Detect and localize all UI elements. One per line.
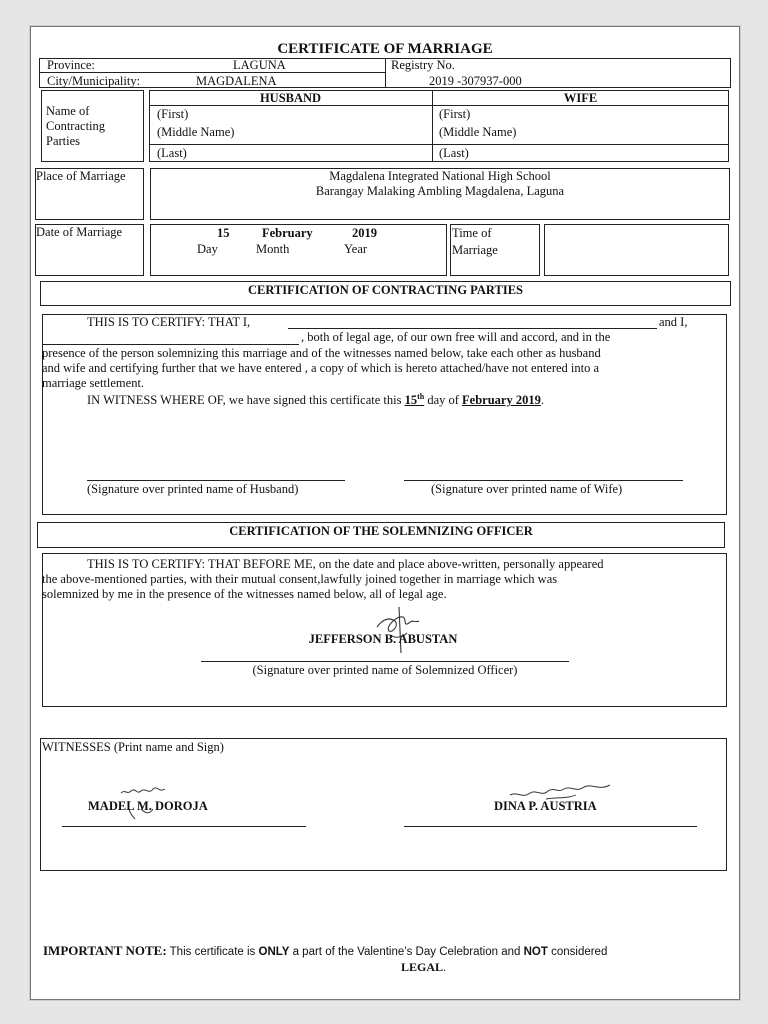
- witness-right-line: [404, 826, 697, 827]
- important-note: [43, 944, 607, 959]
- date-day-label: Day: [197, 242, 218, 256]
- officer-line-1: THIS IS TO CERTIFY: THAT BEFORE ME, on the date and place above-written, personally appeared: [87, 557, 604, 571]
- contracting-line-4: and wife and certifying further that we have entered , a copy of which is hereto attached/have not entered into a: [42, 361, 600, 375]
- note-legal: LEGAL: [401, 960, 444, 974]
- province-value: LAGUNA: [233, 58, 286, 72]
- witness-day: [405, 393, 425, 407]
- date-month-label: Month: [256, 242, 290, 256]
- witness-day-suffix: th: [417, 392, 425, 401]
- witness-clause-mid: day of: [427, 393, 459, 408]
- contracting-line-5: marriage settlement.: [42, 376, 145, 390]
- husband-last: (Last): [157, 146, 187, 160]
- time-label: Time of Marriage: [452, 226, 498, 257]
- witness-clause: [87, 390, 544, 407]
- registry-label: Registry No.: [391, 58, 455, 72]
- contracting-and-i: and I,: [659, 315, 688, 329]
- witnesses-label: WITNESSES (Print name and Sign): [42, 740, 224, 754]
- date-year: 2019: [352, 226, 377, 240]
- city-label: City/Municipality:: [47, 74, 141, 88]
- place-line-1: Magdalena Integrated National High School: [329, 169, 551, 183]
- wife-signature-line: [404, 480, 683, 481]
- note-only: ONLY: [258, 946, 290, 958]
- witness-day-number: 15: [404, 393, 418, 408]
- wife-header: WIFE: [563, 91, 598, 105]
- wife-signature-label: (Signature over printed name of Wife): [431, 482, 623, 496]
- date-day: 15: [217, 226, 230, 240]
- date-month: February: [262, 226, 313, 240]
- province-label: Province:: [47, 58, 95, 72]
- husband-name-blank: [288, 328, 657, 329]
- contracting-line-1: THIS IS TO CERTIFY: THAT I,: [87, 315, 251, 329]
- husband-signature-label: (Signature over printed name of Husband): [87, 482, 299, 496]
- certificate-title: CERTIFICATE OF MARRIAGE: [277, 41, 493, 57]
- witness-date: February 2019: [462, 393, 541, 408]
- officer-header: CERTIFICATION OF THE SOLEMNIZING OFFICER: [229, 524, 533, 538]
- date-year-label: Year: [344, 242, 368, 256]
- witness-left-name: MADEL M. DOROJA: [88, 799, 208, 813]
- wife-name-blank: [42, 344, 299, 345]
- witness-left-line: [62, 826, 306, 827]
- note-text-3: considered: [551, 946, 608, 958]
- contracting-line-3: presence of the person solemnizing this marriage and of the witnesses named below, take each other as husband: [42, 346, 601, 360]
- place-line-2: Barangay Malaking Ambling Magdalena, Laguna: [315, 184, 565, 198]
- witness-clause-end: .: [540, 393, 544, 408]
- contracting-header: CERTIFICATION OF CONTRACTING PARTIES: [248, 283, 523, 297]
- important-note-legal: [401, 960, 446, 974]
- witness-clause-pre: IN WITNESS WHERE OF, we have signed this certificate this: [87, 393, 402, 408]
- officer-signature-line: [201, 661, 569, 662]
- important-note-text: [170, 946, 608, 958]
- registry-value: 2019 -307937-000: [429, 74, 522, 88]
- wife-middle: (Middle Name): [439, 125, 517, 139]
- contracting-both: , both of legal age, of our own free will and accord, and in the: [301, 330, 611, 344]
- place-label: Place of Marriage: [36, 169, 126, 183]
- time-value-box: [544, 224, 729, 276]
- witness-right-name: DINA P. AUSTRIA: [494, 799, 597, 813]
- important-note-label: IMPORTANT NOTE:: [43, 943, 167, 958]
- note-text-2: a part of the Valentine’s Day Celebration and: [292, 946, 521, 958]
- note-end: .: [443, 960, 447, 974]
- officer-line-3: solemnized by me in the presence of the witnesses named below, all of legal age.: [42, 587, 447, 601]
- officer-signature-label: (Signature over printed name of Solemnized Officer): [252, 663, 518, 677]
- husband-first: (First): [157, 107, 189, 121]
- husband-signature-line: [87, 480, 345, 481]
- officer-line-2: the above-mentioned parties, with their mutual consent,lawfully joined together in marriage which was: [42, 572, 558, 586]
- wife-last: (Last): [439, 146, 469, 160]
- city-value: MAGDALENA: [196, 74, 277, 88]
- husband-header: HUSBAND: [259, 91, 322, 105]
- parties-label: Name of Contracting Parties: [46, 104, 106, 148]
- note-not: NOT: [523, 946, 548, 958]
- note-text-1: This certificate is: [169, 946, 256, 958]
- date-label: Date of Marriage: [36, 225, 123, 239]
- officer-name: JEFFERSON B. ABUSTAN: [308, 632, 458, 646]
- husband-middle: (Middle Name): [157, 125, 235, 139]
- wife-first: (First): [439, 107, 471, 121]
- certificate-page: [30, 26, 740, 1000]
- officer-signature: [369, 597, 429, 657]
